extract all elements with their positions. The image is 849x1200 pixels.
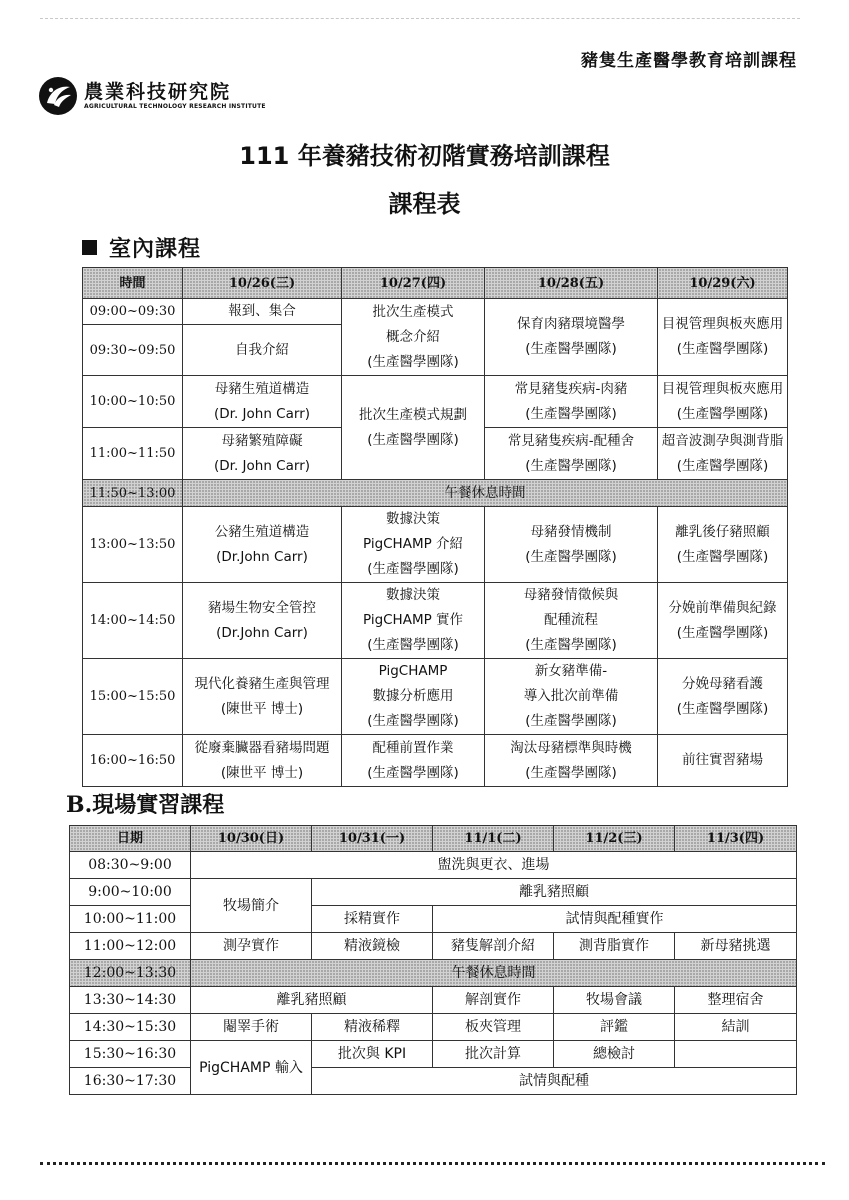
course-cell: 淘汰母豬標準與時機 (生產醫學團隊) <box>485 735 658 787</box>
activity-cell: 精液鏡檢 <box>312 933 433 960</box>
table-row <box>83 583 788 659</box>
time-cell: 14:00~14:50 <box>83 583 183 659</box>
course-cell: 豬場生物安全管控 (Dr.John Carr) <box>183 583 342 659</box>
lunch-row <box>83 480 788 507</box>
time-cell: 10:00~10:50 <box>83 376 183 428</box>
activity-cell: 新母豬挑選 <box>675 933 797 960</box>
indoor-course-table <box>82 267 788 787</box>
activity-cell: 試情與配種 <box>312 1068 797 1095</box>
pig-leaf-logo-icon <box>38 76 78 116</box>
header-dashed-line <box>40 18 800 19</box>
section-a-label: 室內課程 <box>109 237 202 262</box>
course-cell: 批次生產模式 概念介紹 (生產醫學團隊) <box>342 299 485 376</box>
course-cell: 分娩前準備與紀錄 (生產醫學團隊) <box>658 583 788 659</box>
page-subtitle: 課程表 <box>388 190 461 218</box>
section-a-heading <box>82 232 201 263</box>
course-cell: 自我介紹 <box>183 325 342 376</box>
course-cell: 報到、集合 <box>183 299 342 325</box>
activity-cell: 總檢討 <box>554 1041 675 1068</box>
course-cell: 母豬發情機制 (生產醫學團隊) <box>485 507 658 583</box>
table-row <box>70 933 797 960</box>
table-row <box>70 852 797 879</box>
activity-cell: 批次與 KPI <box>312 1041 433 1068</box>
activity-cell: 解剖實作 <box>433 987 554 1014</box>
table-row <box>83 507 788 583</box>
table-row <box>70 879 797 906</box>
course-cell: 離乳後仔豬照顧 (生產醫學團隊) <box>658 507 788 583</box>
table-row <box>83 299 788 325</box>
course-cell: 母豬繁殖障礙 (Dr. John Carr) <box>183 428 342 480</box>
course-cell: 目視管理與板夾應用 (生產醫學團隊) <box>658 376 788 428</box>
time-cell: 09:30~09:50 <box>83 325 183 376</box>
header-day-1: 10/30(日) <box>191 826 312 852</box>
field-practice-table <box>69 825 797 1095</box>
course-cell: 數據決策 PigCHAMP 介紹 (生產醫學團隊) <box>342 507 485 583</box>
lunch-break-cell: 午餐休息時間 <box>183 480 788 507</box>
black-square-icon <box>82 240 97 255</box>
course-cell: 目視管理與板夾應用 (生產醫學團隊) <box>658 299 788 376</box>
table-row <box>70 987 797 1014</box>
time-cell: 15:30~16:30 <box>70 1041 191 1068</box>
activity-cell: 豬隻解剖介紹 <box>433 933 554 960</box>
activity-cell: 精液稀釋 <box>312 1014 433 1041</box>
time-cell: 11:00~12:00 <box>70 933 191 960</box>
lunch-break-cell: 午餐休息時間 <box>191 960 797 987</box>
time-cell: 13:00~13:50 <box>83 507 183 583</box>
table-row <box>70 1014 797 1041</box>
footer-dotted-line <box>40 1162 825 1165</box>
activity-cell: 整理宿舍 <box>675 987 797 1014</box>
time-cell: 14:30~15:30 <box>70 1014 191 1041</box>
activity-cell: 批次計算 <box>433 1041 554 1068</box>
course-cell: 公豬生殖道構造 (Dr.John Carr) <box>183 507 342 583</box>
course-cell: 常見豬隻疾病-配種舍 (生產醫學團隊) <box>485 428 658 480</box>
section-b-heading: B.現場實習課程 <box>66 792 225 818</box>
table-row <box>83 376 788 428</box>
activity-cell: 牧場會議 <box>554 987 675 1014</box>
course-cell: 母豬生殖道構造 (Dr. John Carr) <box>183 376 342 428</box>
activity-cell-empty <box>675 1041 797 1068</box>
header-day-3: 10/28(五) <box>485 268 658 299</box>
time-cell: 11:00~11:50 <box>83 428 183 480</box>
time-cell: 09:00~09:30 <box>83 299 183 325</box>
course-cell: 分娩母豬看護 (生產醫學團隊) <box>658 659 788 735</box>
activity-cell: 盥洗與更衣、進場 <box>191 852 797 879</box>
institute-name-en: AGRICULTURAL TECHNOLOGY RESEARCH INSTITUTE <box>84 103 266 110</box>
course-cell: 現代化養豬生產與管理 (陳世平 博士) <box>183 659 342 735</box>
activity-cell: 牧場簡介 <box>191 879 312 933</box>
course-cell: 從廢棄臟器看豬場問題 (陳世平 博士) <box>183 735 342 787</box>
course-cell: 保育肉豬環境醫學 (生產醫學團隊) <box>485 299 658 376</box>
activity-cell: 採精實作 <box>312 906 433 933</box>
header-day-4: 10/29(六) <box>658 268 788 299</box>
activity-cell: PigCHAMP 輸入 <box>191 1041 312 1095</box>
program-header-title: 豬隻生產醫學教育培訓課程 <box>581 51 797 71</box>
header-date: 日期 <box>70 826 191 852</box>
time-cell: 9:00~10:00 <box>70 879 191 906</box>
activity-cell: 離乳豬照顧 <box>312 879 797 906</box>
course-cell: 批次生產模式規劃 (生產醫學團隊) <box>342 376 485 480</box>
table-header-row <box>83 268 788 299</box>
time-cell: 11:50~13:00 <box>83 480 183 507</box>
time-cell: 10:00~11:00 <box>70 906 191 933</box>
header-day-2: 10/27(四) <box>342 268 485 299</box>
course-cell: 前往實習豬場 <box>658 735 788 787</box>
course-cell: 超音波測孕與測背脂 (生產醫學團隊) <box>658 428 788 480</box>
header-day-4: 11/2(三) <box>554 826 675 852</box>
course-cell: PigCHAMP 數據分析應用 (生產醫學團隊) <box>342 659 485 735</box>
activity-cell: 離乳豬照顧 <box>191 987 433 1014</box>
activity-cell: 評鑑 <box>554 1014 675 1041</box>
activity-cell: 測孕實作 <box>191 933 312 960</box>
table-row <box>83 659 788 735</box>
table-row <box>70 906 797 933</box>
course-cell: 母豬發情徵候與 配種流程 (生產醫學團隊) <box>485 583 658 659</box>
time-cell: 16:30~17:30 <box>70 1068 191 1095</box>
time-cell: 13:30~14:30 <box>70 987 191 1014</box>
activity-cell: 結訓 <box>675 1014 797 1041</box>
page-title: 111 年養豬技術初階實務培訓課程 <box>239 142 610 170</box>
institute-logo <box>38 76 266 116</box>
table-row <box>70 1041 797 1068</box>
activity-cell: 閹睪手術 <box>191 1014 312 1041</box>
activity-cell: 板夾管理 <box>433 1014 554 1041</box>
course-cell: 新女豬準備- 導入批次前準備 (生產醫學團隊) <box>485 659 658 735</box>
course-cell: 配種前置作業 (生產醫學團隊) <box>342 735 485 787</box>
institute-name-cn: 農業科技研究院 <box>84 81 232 103</box>
table-row <box>83 735 788 787</box>
header-day-1: 10/26(三) <box>183 268 342 299</box>
activity-cell: 測背脂實作 <box>554 933 675 960</box>
time-cell: 08:30~9:00 <box>70 852 191 879</box>
header-day-2: 10/31(一) <box>312 826 433 852</box>
table-header-row <box>70 826 797 852</box>
course-cell: 常見豬隻疾病-肉豬 (生產醫學團隊) <box>485 376 658 428</box>
course-cell: 數據決策 PigCHAMP 實作 (生產醫學團隊) <box>342 583 485 659</box>
table-row <box>70 1068 797 1095</box>
time-cell: 16:00~16:50 <box>83 735 183 787</box>
header-day-3: 11/1(二) <box>433 826 554 852</box>
time-cell: 12:00~13:30 <box>70 960 191 987</box>
header-day-5: 11/3(四) <box>675 826 797 852</box>
time-cell: 15:00~15:50 <box>83 659 183 735</box>
activity-cell: 試情與配種實作 <box>433 906 797 933</box>
header-time: 時間 <box>83 268 183 299</box>
lunch-row <box>70 960 797 987</box>
